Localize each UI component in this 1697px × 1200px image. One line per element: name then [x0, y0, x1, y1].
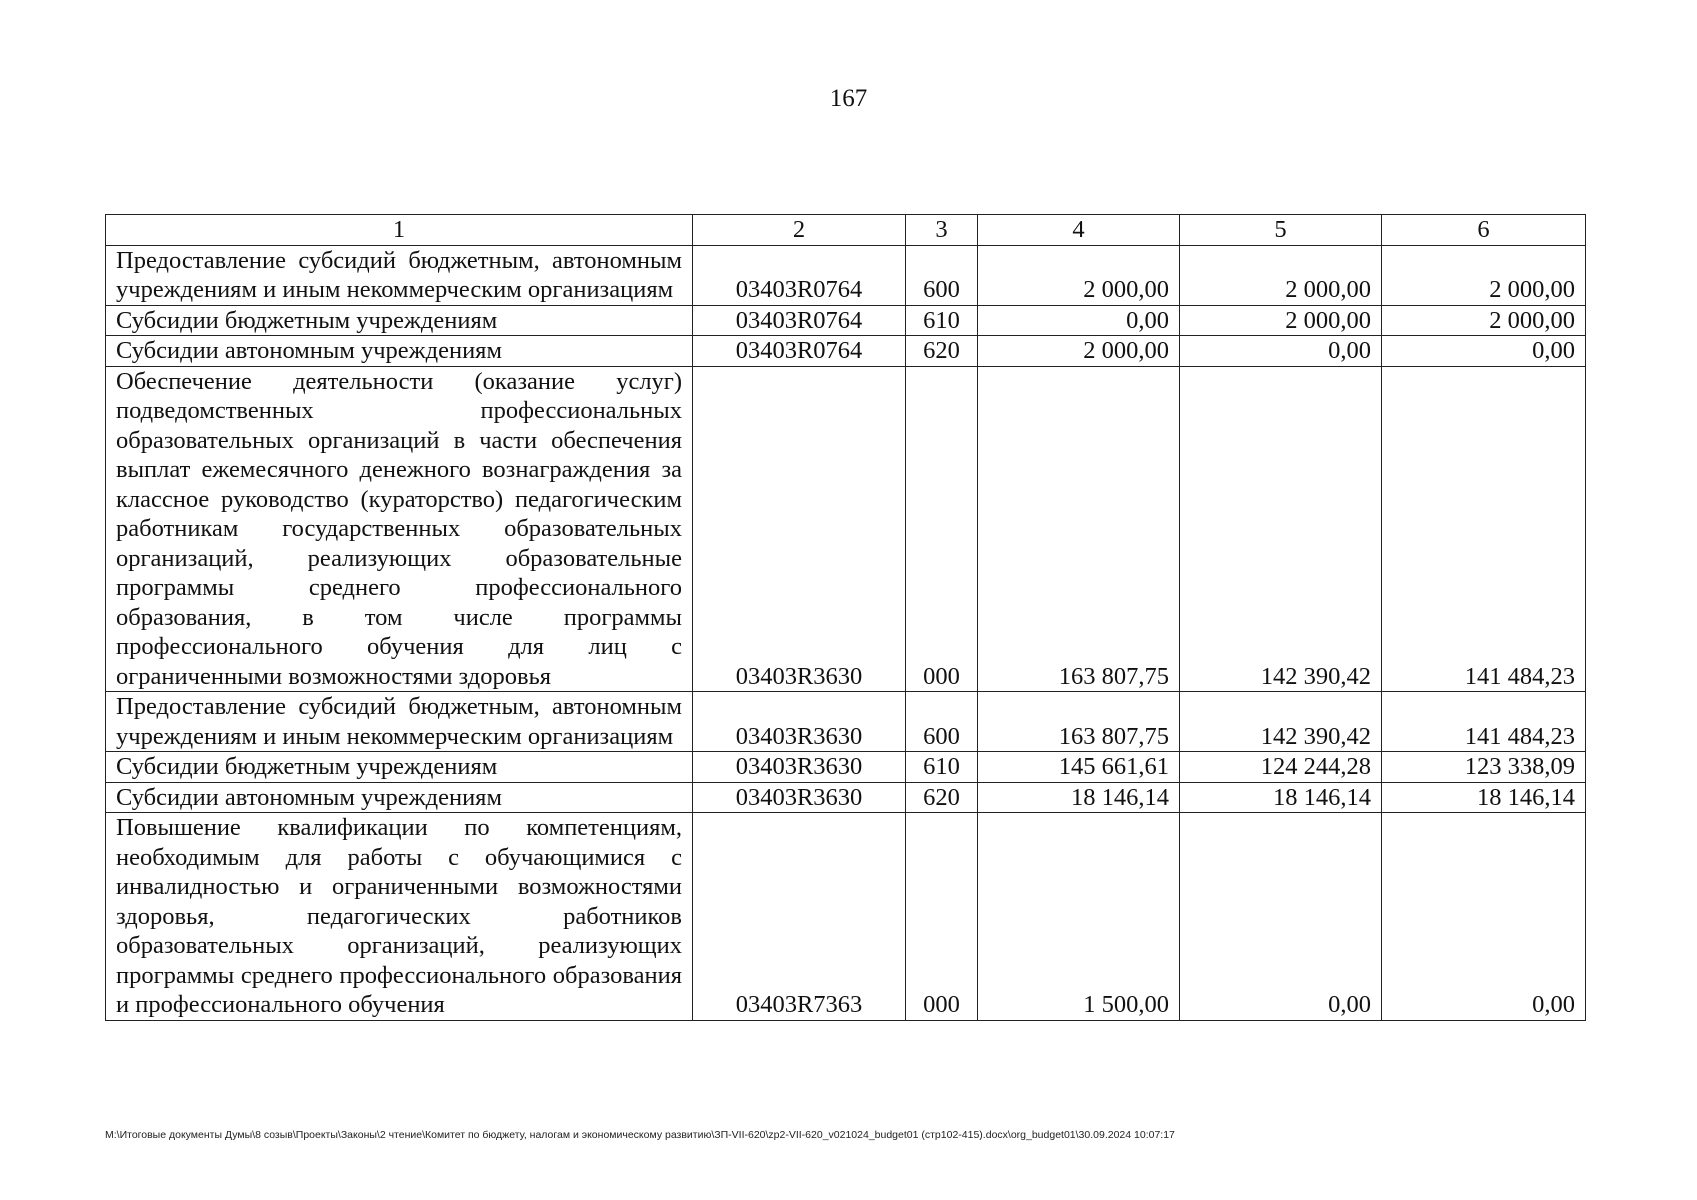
row-value-col6: 18 146,14 — [1382, 782, 1586, 813]
page-number: 167 — [829, 85, 868, 112]
row-type-cell: 000 — [906, 813, 978, 1021]
row-code-cell: 03403R0764 — [693, 305, 906, 336]
row-value-col6: 2 000,00 — [1382, 305, 1586, 336]
row-type-cell: 620 — [906, 336, 978, 367]
row-value-col4: 145 661,61 — [978, 752, 1180, 783]
column-header-4: 4 — [978, 215, 1180, 246]
row-value-col4: 1 500,00 — [978, 813, 1180, 1021]
table-row — [106, 336, 1586, 367]
row-value-col4: 163 807,75 — [978, 366, 1180, 692]
header-row — [106, 215, 1586, 246]
table-row — [106, 692, 1586, 752]
row-name-cell: Обеспечение деятельности (оказание услуг) подведомственных профессиональных образовательных организаций в части обеспечения выплат ежемесячного денежного вознаграждения за классное руководство (кураторство) педагогическим работникам государственных образовательных организаций, реализующих образовательные программы среднего профессионального образования, в том числе программы профессионального обучения для лиц с ограниченными возможностями здоровья — [106, 366, 693, 692]
column-header-2: 2 — [693, 215, 906, 246]
row-name-cell: Субсидии бюджетным учреждениям — [106, 752, 693, 783]
row-type-cell: 610 — [906, 752, 978, 783]
row-name-cell: Предоставление субсидий бюджетным, автономным учреждениям и иным некоммерческим организациям — [106, 245, 693, 305]
row-value-col6: 141 484,23 — [1382, 366, 1586, 692]
table-row — [106, 782, 1586, 813]
row-value-col6: 0,00 — [1382, 813, 1586, 1021]
row-value-col4: 163 807,75 — [978, 692, 1180, 752]
table-row — [106, 305, 1586, 336]
budget-table — [105, 214, 1586, 1021]
row-type-cell: 600 — [906, 245, 978, 305]
table-row — [106, 752, 1586, 783]
row-value-col5: 18 146,14 — [1180, 782, 1382, 813]
row-name-cell: Повышение квалификации по компетенциям, необходимым для работы с обучающимися с инвалидностью и ограниченными возможностями здоровья, педагогических работников образовательных организаций, реализующих программы среднего профессионального образования и профессионального обучения — [106, 813, 693, 1021]
row-value-col4: 2 000,00 — [978, 336, 1180, 367]
row-type-cell: 000 — [906, 366, 978, 692]
row-value-col5: 0,00 — [1180, 336, 1382, 367]
row-value-col6: 141 484,23 — [1382, 692, 1586, 752]
row-type-cell: 600 — [906, 692, 978, 752]
row-code-cell: 03403R3630 — [693, 782, 906, 813]
row-value-col6: 123 338,09 — [1382, 752, 1586, 783]
row-value-col5: 2 000,00 — [1180, 305, 1382, 336]
row-name-cell: Субсидии автономным учреждениям — [106, 336, 693, 367]
row-value-col5: 2 000,00 — [1180, 245, 1382, 305]
row-value-col4: 2 000,00 — [978, 245, 1180, 305]
row-value-col5: 124 244,28 — [1180, 752, 1382, 783]
row-code-cell: 03403R0764 — [693, 336, 906, 367]
row-code-cell: 03403R3630 — [693, 692, 906, 752]
row-value-col4: 18 146,14 — [978, 782, 1180, 813]
row-code-cell: 03403R0764 — [693, 245, 906, 305]
column-header-1: 1 — [106, 215, 693, 246]
row-value-col5: 142 390,42 — [1180, 366, 1382, 692]
row-code-cell: 03403R7363 — [693, 813, 906, 1021]
row-code-cell: 03403R3630 — [693, 366, 906, 692]
row-value-col5: 142 390,42 — [1180, 692, 1382, 752]
table-row — [106, 245, 1586, 305]
row-type-cell: 620 — [906, 782, 978, 813]
table-row — [106, 366, 1586, 692]
row-value-col6: 2 000,00 — [1382, 245, 1586, 305]
row-code-cell: 03403R3630 — [693, 752, 906, 783]
row-value-col6: 0,00 — [1382, 336, 1586, 367]
row-name-cell: Субсидии автономным учреждениям — [106, 782, 693, 813]
document-file-path-footer: M:\Итоговые документы Думы\8 созыв\Проекты\Законы\2 чтение\Комитет по бюджету, налогам и экономическому развитию\ЗП-VII-620\zp2-VII-620_v021024_budget01 (стр102-415).docx\org_budget01\30.09.2024 10:07:17 — [105, 1129, 1175, 1141]
row-name-cell: Предоставление субсидий бюджетным, автономным учреждениям и иным некоммерческим организациям — [106, 692, 693, 752]
row-value-col4: 0,00 — [978, 305, 1180, 336]
row-value-col5: 0,00 — [1180, 813, 1382, 1021]
table-row — [106, 813, 1586, 1021]
row-type-cell: 610 — [906, 305, 978, 336]
row-name-cell: Субсидии бюджетным учреждениям — [106, 305, 693, 336]
column-header-3: 3 — [906, 215, 978, 246]
column-header-5: 5 — [1180, 215, 1382, 246]
column-header-6: 6 — [1382, 215, 1586, 246]
